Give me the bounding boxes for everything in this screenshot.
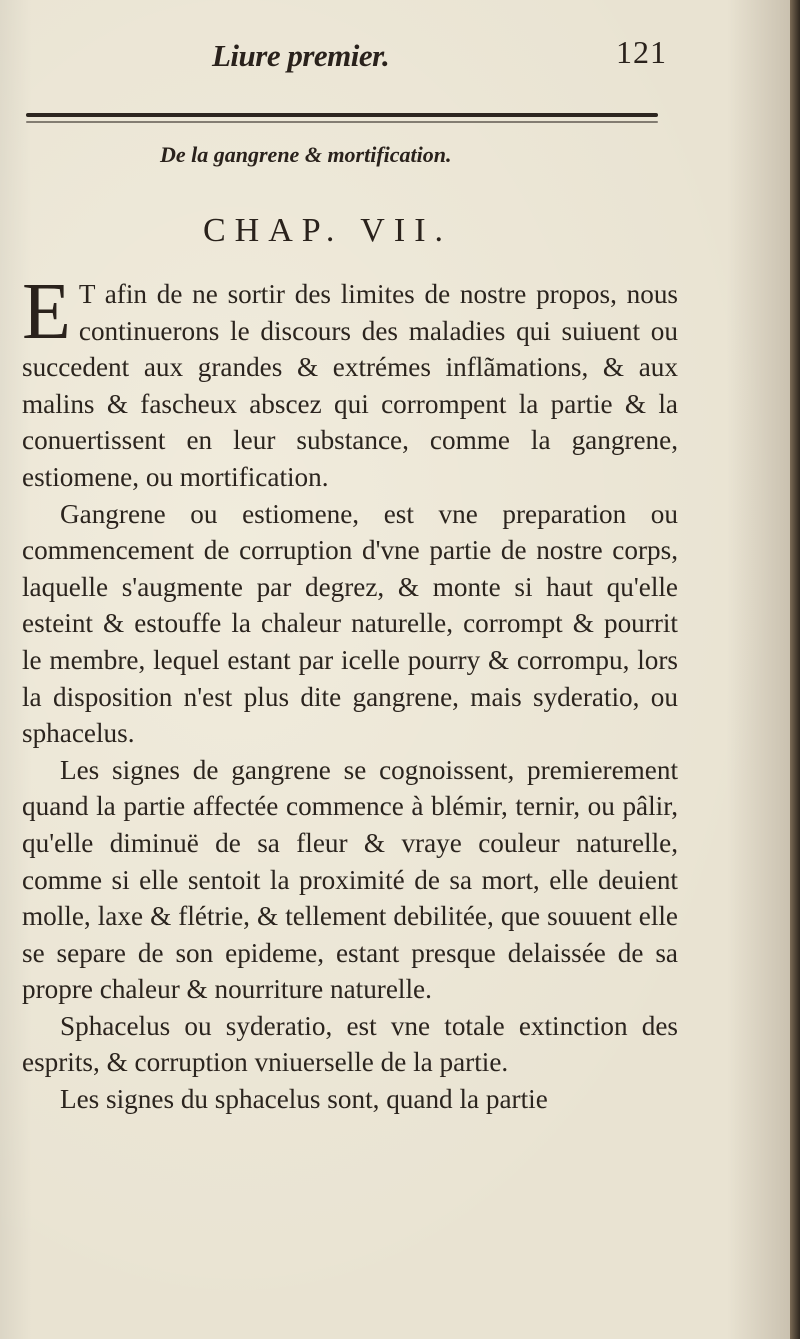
drop-cap: E	[22, 268, 71, 356]
body-text	[22, 268, 678, 1118]
running-head: Liure premier.	[212, 38, 390, 73]
paragraph-4: Sphacelus ou syderatio, est vne totale extinction des esprits, & corruption vniuerselle de la partie.	[22, 1010, 678, 1078]
page-edge	[790, 0, 800, 1339]
paragraph-5: Les signes du sphacelus sont, quand la partie	[60, 1084, 548, 1115]
paragraph-1	[22, 268, 678, 496]
section-title: De la gangrene & mortification.	[160, 142, 452, 167]
page-number: 121	[616, 34, 667, 70]
chapter-heading: CHAP. VII.	[203, 212, 453, 249]
paragraph-2: Gangrene ou estiomene, est vne preparation ou commencement de corruption d'vne partie de nostre corps, laquelle s'augmente par degrez, & monte si haut qu'elle esteint & estouffe la chaleur naturelle, corrompt & pourrit le membre, lequel estant par icelle pourry & corrompu, lors la disposition n'est plus dite gangrene, mais syderatio, ou sphacelus.	[22, 498, 678, 749]
paragraph-text: T afin de ne sortir des limites de nostre propos, nous continuerons le discours des maladies qui suiuent ou succedent aux grandes & extrémes inflãmations, & aux malins & fascheux abscez qui corrompent la partie & la conuertissent en leur substance, comme la gangrene, estiomene, ou mortification.	[22, 279, 678, 492]
paragraph-3: Les signes de gangrene se cognoissent, premierement quand la partie affectée commence à blémir, ternir, ou pâlir, qu'elle diminuë de sa fleur & vraye couleur naturelle, comme si elle sentoit la proximité de sa mort, elle deuient molle, laxe & flétrie, & tellement debilitée, que souuent elle se separe de son epideme, estant presque delaissée de sa propre chaleur & nourriture naturelle.	[22, 754, 678, 1005]
header-rule	[26, 113, 658, 117]
header-rule-thin	[26, 121, 658, 123]
